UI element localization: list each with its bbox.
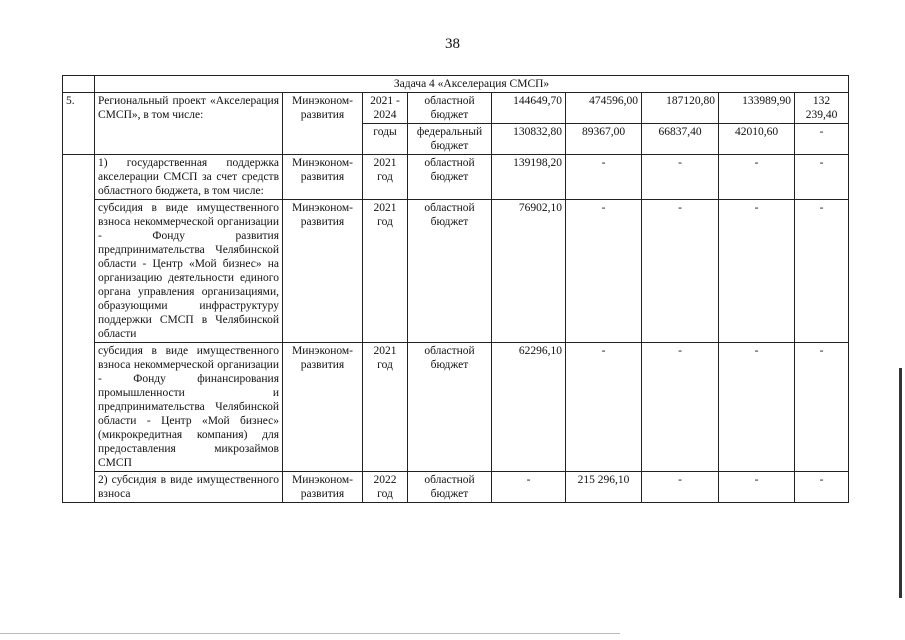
amount-cell: - (795, 124, 849, 155)
budget-table (62, 75, 849, 503)
amount-cell: - (719, 343, 795, 472)
amount-cell: 132 239,40 (795, 93, 849, 124)
table-row (63, 93, 849, 124)
amount-cell: - (566, 155, 642, 200)
amount-cell: - (642, 343, 719, 472)
row-funding-source: федеральный бюджет (408, 124, 492, 155)
amount-cell: - (642, 155, 719, 200)
amount-cell: - (719, 472, 795, 503)
amount-cell: 474596,00 (566, 93, 642, 124)
amount-cell: - (795, 343, 849, 472)
row-period: 2021 - 2024 (363, 93, 408, 124)
amount-cell: 130832,80 (492, 124, 566, 155)
row-description: субсидия в виде имущественного взноса некоммерческой организации - Фонду финансирования промышленности и предпринимательства Челябинской области - Центр «Мой бизнес» (микрокредитная компания) для предоставления микрозаймов СМСП (95, 343, 283, 472)
row-executor: Минэконом-развития (283, 472, 363, 503)
row-executor: Минэконом-развития (283, 200, 363, 343)
row-period: 2021 год (363, 343, 408, 472)
row-funding-source: областной бюджет (408, 200, 492, 343)
row-description: 2) субсидия в виде имущественного взноса (95, 472, 283, 503)
row-executor: Минэконом-развития (283, 155, 363, 200)
row-description: 1) государственная поддержка акселерации СМСП за счет средств областного бюджета, в том числе: (95, 155, 283, 200)
amount-cell: - (642, 200, 719, 343)
row-description: субсидия в виде имущественного взноса некоммерческой организации - Фонду развития предпринимательства Челябинской области - Центр «Мой бизнес» на организацию деятельности единого органа управления организациями, образующими инфраструктуру поддержки СМСП в Челябинской области (95, 200, 283, 343)
amount-cell: 66837,40 (642, 124, 719, 155)
amount-cell: - (642, 472, 719, 503)
amount-cell: 76902,10 (492, 200, 566, 343)
row-number: 5. (63, 93, 95, 155)
amount-cell: 42010,60 (719, 124, 795, 155)
amount-cell: 139198,20 (492, 155, 566, 200)
row-funding-source: областной бюджет (408, 343, 492, 472)
row-period: годы (363, 124, 408, 155)
row-description: Региональный проект «Акселерация СМСП», в том числе: (95, 93, 283, 155)
amount-cell: - (719, 200, 795, 343)
row-executor: Минэконом-развития (283, 343, 363, 472)
table-row (63, 155, 849, 200)
amount-cell: - (795, 200, 849, 343)
amount-cell: - (566, 343, 642, 472)
row-funding-source: областной бюджет (408, 155, 492, 200)
amount-cell: 144649,70 (492, 93, 566, 124)
amount-cell: - (566, 200, 642, 343)
amount-cell: 62296,10 (492, 343, 566, 472)
amount-cell: - (719, 155, 795, 200)
amount-cell: - (795, 472, 849, 503)
task-header-row (63, 76, 849, 93)
table-row (63, 472, 849, 503)
row-period: 2021 год (363, 155, 408, 200)
amount-cell: 89367,00 (566, 124, 642, 155)
row-period: 2021 год (363, 200, 408, 343)
amount-cell: - (795, 155, 849, 200)
amount-cell: 215 296,10 (566, 472, 642, 503)
scan-edge-mark (899, 368, 902, 598)
amount-cell: - (492, 472, 566, 503)
row-period: 2022 год (363, 472, 408, 503)
row-funding-source: областной бюджет (408, 472, 492, 503)
row-funding-source: областной бюджет (408, 93, 492, 124)
task-title: Задача 4 «Акселерация СМСП» (95, 76, 849, 93)
amount-cell: 133989,90 (719, 93, 795, 124)
amount-cell: 187120,80 (642, 93, 719, 124)
row-executor: Минэконом-развития (283, 93, 363, 155)
scan-artifact-line (0, 633, 620, 634)
table-row (63, 343, 849, 472)
page-number: 38 (445, 36, 460, 52)
table-row (63, 200, 849, 343)
